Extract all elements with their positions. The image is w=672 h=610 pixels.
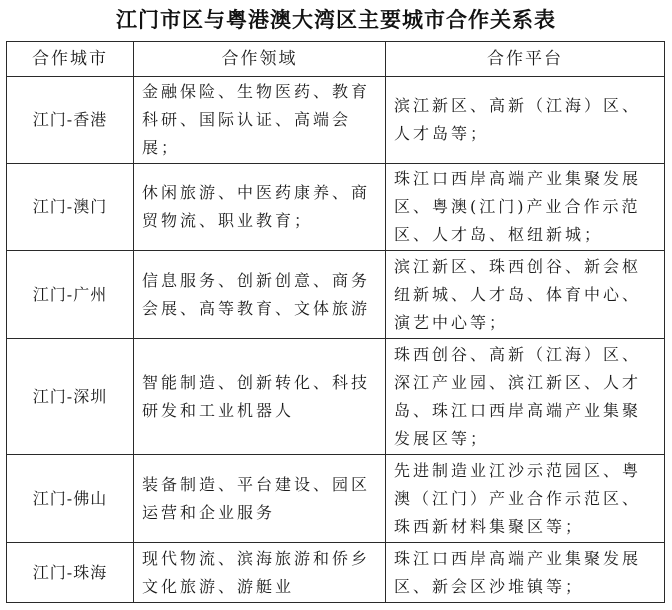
fields-cell: 装备制造、平台建设、园区运营和企业服务 [134,455,386,543]
city-cell: 江门-佛山 [7,455,134,543]
platforms-cell: 珠西创谷、高新（江海）区、深江产业园、滨江新区、人才岛、珠江口西岸高端产业集聚发展区等； [386,339,665,455]
city-cell: 江门-香港 [7,77,134,164]
header-platforms: 合作平台 [386,42,665,77]
cooperation-table [6,41,665,603]
fields-cell: 信息服务、创新创意、商务会展、高等教育、文体旅游 [134,251,386,339]
header-row [7,42,665,77]
table-row [7,339,665,455]
platforms-cell: 滨江新区、高新（江海）区、人才岛等； [386,77,665,164]
header-fields: 合作领域 [134,42,386,77]
city-cell: 江门-澳门 [7,164,134,251]
table-row [7,251,665,339]
platforms-cell: 滨江新区、珠西创谷、新会枢纽新城、人才岛、体育中心、演艺中心等； [386,251,665,339]
platforms-cell: 先进制造业江沙示范园区、粤澳（江门）产业合作示范区、珠西新材料集聚区等； [386,455,665,543]
city-cell: 江门-广州 [7,251,134,339]
fields-cell: 休闲旅游、中医药康养、商贸物流、职业教育； [134,164,386,251]
header-city: 合作城市 [7,42,134,77]
table-row [7,543,665,603]
table-title: 江门市区与粤港澳大湾区主要城市合作关系表 [116,8,556,32]
table-row [7,77,665,164]
fields-cell: 金融保险、生物医药、教育科研、国际认证、高端会展； [134,77,386,164]
city-cell: 江门-深圳 [7,339,134,455]
city-cell: 江门-珠海 [7,543,134,603]
fields-cell: 智能制造、创新转化、科技研发和工业机器人 [134,339,386,455]
platforms-cell: 珠江口西岸高端产业集聚发展区、新会区沙堆镇等； [386,543,665,603]
platforms-cell: 珠江口西岸高端产业集聚发展区、粤澳(江门)产业合作示范区、人才岛、枢纽新城； [386,164,665,251]
table-row [7,164,665,251]
fields-cell: 现代物流、滨海旅游和侨乡文化旅游、游艇业 [134,543,386,603]
table-row [7,455,665,543]
